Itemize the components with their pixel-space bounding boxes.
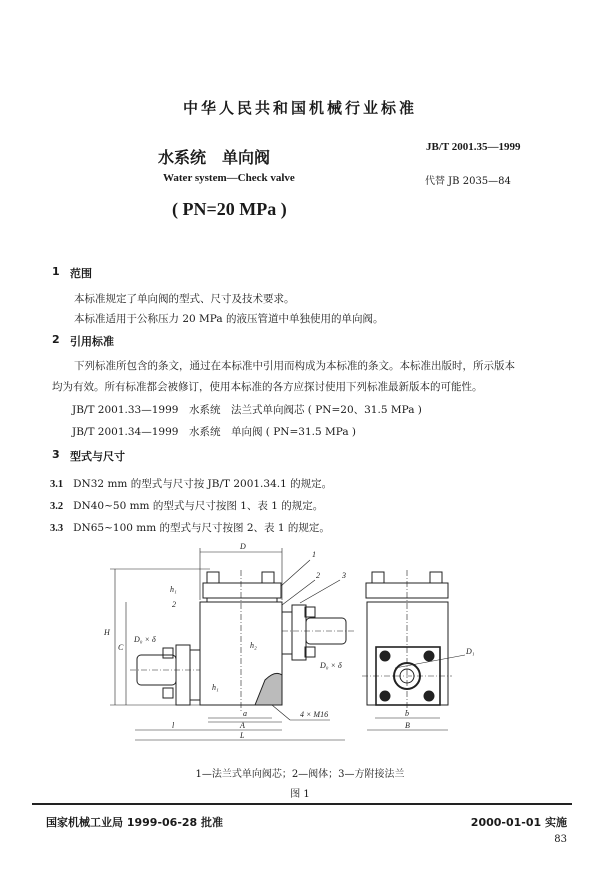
bolt-head — [262, 572, 274, 583]
label-b: b — [405, 709, 409, 718]
top-flange — [203, 583, 281, 598]
label-1: 1 — [312, 550, 316, 559]
label-h1-top: h₁ — [170, 585, 177, 594]
label-D1: D₁ — [466, 647, 475, 656]
section-1-number: 1 — [52, 265, 60, 278]
section-hatch — [255, 673, 282, 705]
page-number: 83 — [554, 834, 567, 845]
section-2-title: 引用标准 — [70, 335, 114, 348]
clause-text: DN40~50 mm 的型式与尺寸按图 1、表 1 的规定。 — [73, 500, 324, 512]
bolt-head — [430, 572, 442, 583]
reference-item: JB/T 2001.33—1999 水系统 法兰式单向阀芯 ( PN=20、31.5 MPa ) — [72, 404, 422, 416]
label-2-dim: 2 — [172, 600, 176, 609]
paragraph: 本标准适用于公称压力 20 MPa 的液压管道中单独使用的单向阀。 — [74, 313, 384, 325]
label-H: H — [104, 628, 110, 637]
organization-heading: 中华人民共和国机械行业标准 — [182, 99, 417, 117]
paragraph: 本标准规定了单向阀的型式、尺寸及技术要求。 — [74, 293, 295, 305]
section-2-number: 2 — [52, 333, 60, 346]
label-2: 2 — [316, 571, 320, 580]
reference-item: JB/T 2001.34—1999 水系统 单向阀 ( PN=31.5 MPa ) — [72, 426, 357, 438]
label-h1: h₁ — [212, 683, 219, 692]
dimension-lines — [110, 548, 465, 740]
bolt-head — [163, 688, 173, 698]
effective-date: 2000-01-01 实施 — [470, 816, 567, 829]
label-C: C — [118, 643, 124, 652]
footer-rule — [32, 803, 572, 805]
label-a: a — [243, 709, 247, 718]
pressure-rating: ( PN=20 MPa ) — [172, 199, 287, 219]
standard-number: JB/T 2001.35—1999 — [426, 141, 521, 153]
english-title: Water system—Check valve — [163, 172, 295, 184]
clause-text: DN65~100 mm 的型式与尺寸按图 2、表 1 的规定。 — [73, 522, 330, 534]
center-lines — [130, 570, 452, 712]
figure-labels — [103, 542, 475, 740]
label-D0-left: D₀ × δ — [134, 635, 156, 644]
paragraph: 均为有效。所有标准都会被修订，使用本标准的各方应探讨使用下列标准最新版本的可能性。 — [52, 381, 483, 393]
section-3-number: 3 — [52, 448, 60, 461]
clause-number: 3.2 — [50, 501, 64, 512]
figure-caption: 1—法兰式单向阀芯；2—阀体；3—方附接法兰 — [195, 769, 405, 780]
label-D0-right: D₀ × δ — [320, 661, 342, 670]
right-flange — [292, 605, 306, 660]
label-B: B — [405, 721, 410, 730]
label-D: D — [240, 542, 246, 551]
left-flange — [176, 645, 190, 705]
approval-note: 国家机械工业局 1999-06-28 批准 — [46, 816, 224, 829]
bolt-head — [163, 648, 173, 658]
clause-number: 3.3 — [50, 523, 64, 534]
clause-number: 3.1 — [50, 479, 64, 490]
section-1-title: 范围 — [70, 267, 92, 280]
left-flange-hub — [190, 650, 200, 700]
document-title: 水系统 单向阀 — [158, 148, 271, 167]
right-flange-hub — [282, 612, 292, 654]
label-bolt: 4 × M16 — [300, 710, 329, 719]
label-l: l — [172, 721, 175, 730]
label-L: L — [240, 731, 245, 740]
section-3-title: 型式与尺寸 — [70, 450, 125, 463]
clause-text: DN32 mm 的型式与尺寸按 JB/T 2001.34.1 的规定。 — [73, 478, 333, 490]
label-3: 3 — [342, 571, 346, 580]
label-h2: h₂ — [250, 641, 257, 650]
replaces-note: 代替 JB 2035—84 — [425, 176, 511, 187]
paragraph: 下列标准所包含的条文，通过在本标准中引用而构成为本标准的条文。本标准出版时，所示版本 — [74, 360, 515, 372]
label-A: A — [240, 721, 245, 730]
figure-title: 图 1 — [290, 789, 310, 800]
top-flange-base — [207, 598, 277, 602]
bolt-head — [207, 572, 219, 583]
bolt-head — [372, 572, 384, 583]
